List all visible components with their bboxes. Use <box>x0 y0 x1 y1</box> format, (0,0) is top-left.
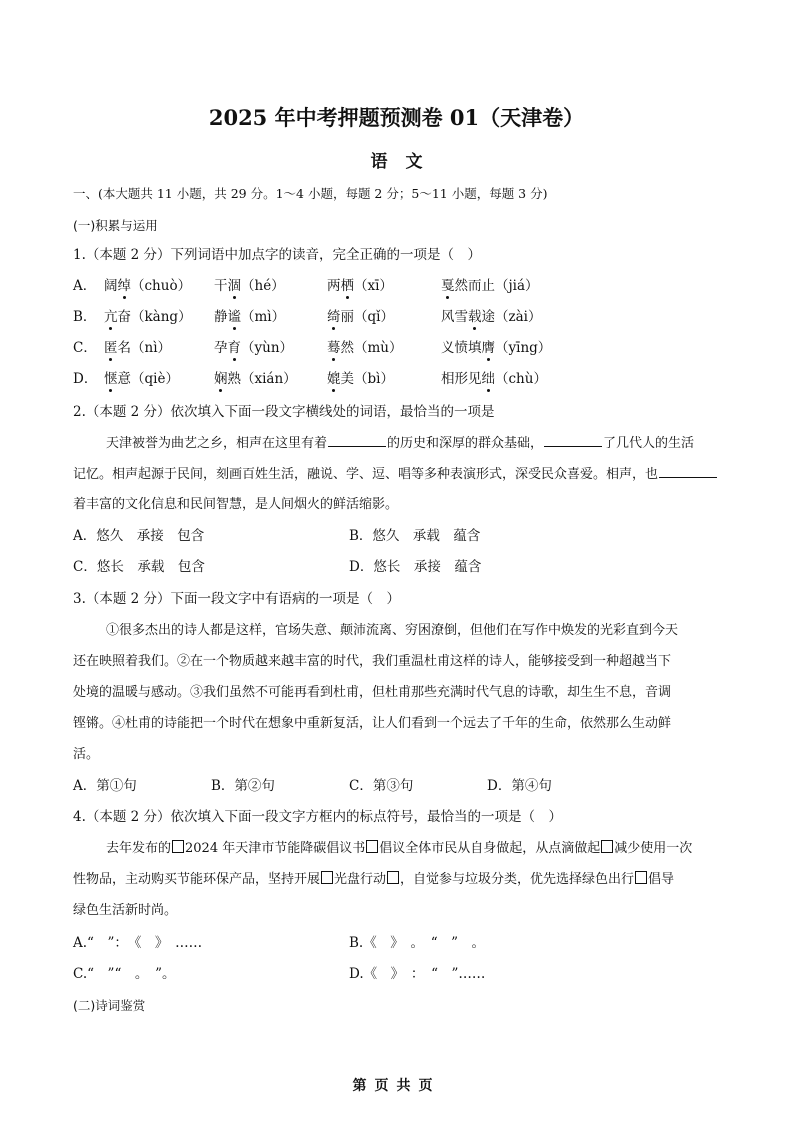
subject-title: 语文 <box>370 152 441 172</box>
punct-box-1 <box>172 840 184 853</box>
q1-word-prefix: 干 <box>214 278 228 294</box>
punct-box-2 <box>366 840 378 853</box>
q3-option-c: C．第③句 <box>349 778 414 794</box>
q4-stem: 4.（本题 2 分）依次填入下面一段文字方框内的标点符号，最恰当的一项是（ ） <box>73 809 563 825</box>
q1-word-suffix: 然（mù） <box>340 340 403 356</box>
q1-word-suffix: 名（nì） <box>117 340 172 356</box>
q4-text-4: 减少使用一次 <box>614 841 693 856</box>
q1-word <box>104 370 179 388</box>
q1-word <box>327 277 393 295</box>
q1-word-prefix: 义愤填 <box>441 340 482 356</box>
q4-text-5: 性物品，主动购买节能环保产品，坚持开展 <box>73 872 321 887</box>
q1-word <box>441 277 539 295</box>
q1-word-suffix: （yīng） <box>495 340 552 356</box>
q1-word <box>104 308 192 326</box>
q1-word-suffix: （mì） <box>241 309 286 325</box>
q4-option-a: A.“ ”： 《 》 …… <box>73 935 203 951</box>
q4-text-6: 光盘行动 <box>334 872 387 887</box>
q1-dotted-char: 载 <box>468 309 482 325</box>
q4-option-c: C.“ ”“ 。 ”。 <box>73 966 176 982</box>
q3-passage-line2: 还在映照着我们。②在一个物质越来越丰富的时代，我们重温杜甫这样的诗人，能够接受到一种超越当下 <box>73 654 672 669</box>
q1-word-suffix: （chù） <box>495 371 547 387</box>
fill-blank-3 <box>659 465 717 478</box>
q1-dotted-char: 绰 <box>117 278 131 294</box>
q1-dotted-char: 绮 <box>327 309 341 325</box>
q3-passage-line1: ①很多杰出的诗人都是这样，官场失意、颠沛流离、穷困潦倒，但他们在写作中焕发的光彩直到今天 <box>106 623 679 638</box>
q4-option-d: D.《 》 ： “ ”…… <box>349 966 486 982</box>
q1-word <box>327 370 394 388</box>
q1-word <box>214 277 285 295</box>
punct-box-4 <box>321 871 333 884</box>
q1-word-suffix: （xī） <box>354 278 393 294</box>
q4-text-2: 2024 年天津市节能降碳倡议书 <box>185 841 366 856</box>
q2-text-1: 天津被誉为曲艺之乡，相声在这里有着 <box>106 436 328 451</box>
q1-word <box>214 370 297 388</box>
q1-word-suffix: （hé） <box>241 278 285 294</box>
q2-text-4: 记忆。相声起源于民间，刻画百姓生活，融说、学、逗、唱等多种表演形式，深受民众喜爱。相声，也 <box>73 467 659 482</box>
q1-word-prefix: 孕 <box>214 340 228 356</box>
q2-passage-line2 <box>73 465 718 484</box>
q1-stem: 1.（本题 2 分）下列词语中加点字的读音，完全正确的一项是（ ） <box>73 247 482 263</box>
q4-passage-line2 <box>73 871 674 889</box>
section-heading-2: (二)诗词鉴赏 <box>73 998 146 1013</box>
q1-word-suffix: （chuò） <box>131 278 192 294</box>
q1-word-suffix: （yùn） <box>241 340 294 356</box>
q1-option-label: D． <box>73 371 98 387</box>
q1-word <box>327 339 403 357</box>
q4-text-8: 倡导 <box>648 872 675 887</box>
q2-option-b: B．悠久 承载 蕴含 <box>349 528 481 544</box>
q1-word-suffix: 意（qiè） <box>117 371 179 387</box>
q1-word-suffix: 熟（xián） <box>227 371 297 387</box>
q1-dotted-char: 栖 <box>340 278 354 294</box>
q1-dotted-char: 涸 <box>227 278 241 294</box>
q2-passage-line1 <box>106 434 694 453</box>
q1-dotted-char: 娴 <box>214 371 228 387</box>
q1-dotted-char: 蓦 <box>327 340 341 356</box>
q3-option-b: B．第②句 <box>211 778 275 794</box>
q2-option-a: A．悠久 承接 包含 <box>73 528 205 544</box>
q2-option-d: D．悠长 承接 蕴含 <box>349 559 482 575</box>
q2-passage-line3: 着丰富的文化信息和民间智慧，是人间烟火的鲜活缩影。 <box>73 497 399 512</box>
q1-dotted-char: 绌 <box>481 371 495 387</box>
q1-word <box>327 308 394 326</box>
punct-box-5 <box>387 871 399 884</box>
q1-word-suffix: 然而止（jiá） <box>454 278 539 294</box>
q1-option-label: A． <box>73 278 97 294</box>
q3-passage-line4: 铿锵。④杜甫的诗能把一个时代在想象中重新复活，让人们看到一个远去了千年的生命，依然那么生动鲜 <box>73 716 672 731</box>
q1-word <box>441 308 541 326</box>
q1-word <box>104 277 191 295</box>
part-header: 一、(本大题共 11 小题，共 29 分。1～4 小题，每题 2 分；5～11 小题，每题 3 分) <box>73 186 548 201</box>
q3-passage-line5: 活。 <box>73 747 100 762</box>
q2-option-c: C．悠长 承载 包含 <box>73 559 205 575</box>
q1-dotted-char: 媲 <box>327 371 341 387</box>
q1-dotted-char: 惬 <box>104 371 118 387</box>
q1-dotted-char: 戛 <box>441 278 455 294</box>
q1-option-label: C． <box>73 340 97 356</box>
q1-word-suffix: 丽（qǐ） <box>340 309 394 325</box>
q1-word <box>441 370 547 388</box>
q1-word-prefix: 风雪 <box>441 309 468 325</box>
q1-word-prefix: 阔 <box>104 278 118 294</box>
q3-stem: 3.（本题 2 分）下面一段文字中有语病的一项是（ ） <box>73 591 401 607</box>
q4-passage-line1 <box>106 840 692 858</box>
q1-word-prefix: 相形见 <box>441 371 482 387</box>
punct-box-3 <box>601 840 613 853</box>
q1-dotted-char: 育 <box>227 340 241 356</box>
page-title: 2025 年中考押题预测卷 01（天津卷） <box>208 105 585 130</box>
q1-dotted-char: 亢 <box>104 309 118 325</box>
q1-word <box>214 308 285 326</box>
q3-option-a: A．第①句 <box>73 778 137 794</box>
q1-dotted-char: 谧 <box>227 309 241 325</box>
q1-word-prefix: 静 <box>214 309 228 325</box>
q4-passage-line3: 绿色生活新时尚。 <box>73 903 178 918</box>
q1-dotted-char: 匿 <box>104 340 118 356</box>
fill-blank-2 <box>544 434 602 447</box>
q3-option-d: D．第④句 <box>487 778 552 794</box>
q1-word <box>104 339 171 357</box>
q1-word <box>441 339 551 357</box>
q2-text-2: 的历史和深厚的群众基础， <box>387 436 544 451</box>
q3-passage-line3: 处境的温暖与感动。③我们虽然不可能再看到杜甫，但杜甫那些充满时代气息的诗歌，却生生不息，音调 <box>73 685 672 700</box>
q4-text-7: ，自觉参与垃圾分类，优先选择绿色出行 <box>400 872 635 887</box>
q1-word-suffix: 美（bì） <box>340 371 394 387</box>
q2-stem: 2.（本题 2 分）依次填入下面一段文字横线处的词语，最恰当的一项是 <box>73 404 495 420</box>
q1-dotted-char: 膺 <box>481 340 495 356</box>
q1-word-suffix: 途（zài） <box>481 309 542 325</box>
q4-text-3: 倡议全体市民从自身做起，从点滴做起 <box>379 841 601 856</box>
q1-word-suffix: 奋（kàng） <box>117 309 192 325</box>
punct-box-6 <box>635 871 647 884</box>
page-footer: 第页共页 <box>352 1078 441 1094</box>
q4-text-1: 去年发布的 <box>106 841 172 856</box>
fill-blank-1 <box>328 434 386 447</box>
q4-option-b: B.《 》 。 “ ” 。 <box>349 935 486 951</box>
q1-option-label: B． <box>73 309 97 325</box>
section-heading-1: (一)积累与运用 <box>73 218 158 233</box>
q1-word-prefix: 两 <box>327 278 341 294</box>
q2-text-3: 了几代人的生活 <box>603 436 695 451</box>
q1-word <box>214 339 293 357</box>
